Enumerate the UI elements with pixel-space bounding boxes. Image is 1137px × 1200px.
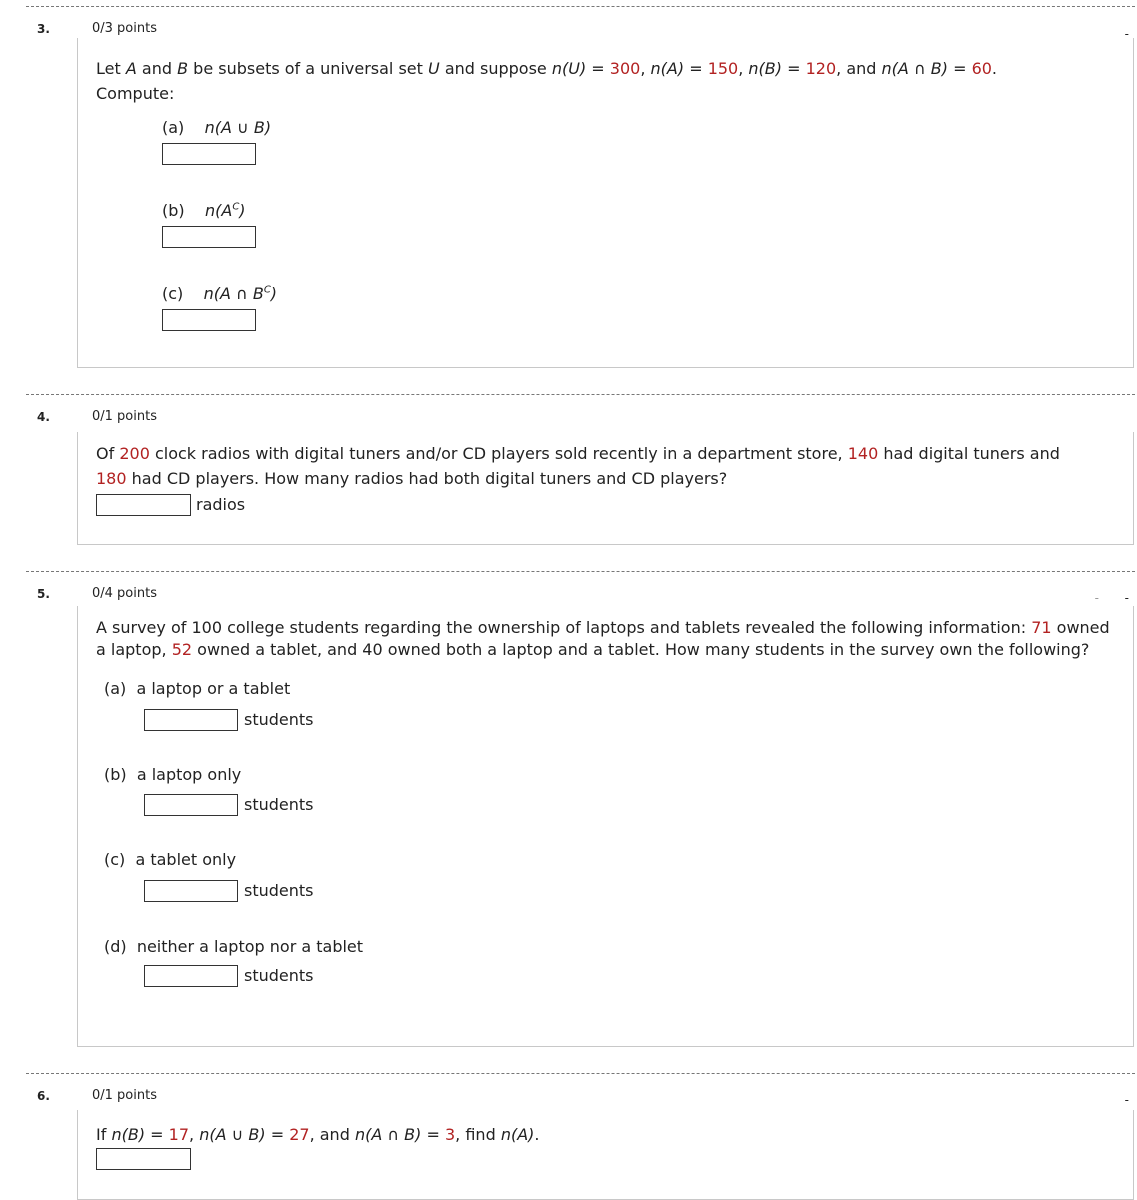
answer-input-a[interactable] (144, 709, 238, 731)
part-b: (b) $n(A^C)$ (162, 201, 246, 220)
unit-label: radios (196, 495, 246, 514)
question-number: 4. (37, 410, 50, 424)
question-points: 0/1 points (92, 409, 157, 424)
part-d: (d) neither a laptop nor a tablet (104, 937, 364, 956)
question-prompt: If n(B) = 17, n(A ∪ B) = 27, and n(A ∩ B) = 3, find n(A). (96, 1125, 540, 1144)
part-c: (c) a tablet only (104, 850, 237, 869)
collapse-toggle[interactable]: - (1124, 591, 1129, 605)
unit-label: students (244, 795, 314, 814)
part-a: (a) n(A ∪ B) (162, 118, 272, 137)
question-points: 0/3 points (92, 21, 157, 36)
answer-input-b[interactable] (162, 226, 256, 248)
part-b: (b) a laptop only (104, 765, 242, 784)
question-points: 0/4 points (92, 586, 157, 601)
collapse-toggle[interactable]: - (1124, 27, 1129, 41)
answer-input-c[interactable] (144, 880, 238, 902)
unit-label: students (244, 966, 314, 985)
question-number: 6. (37, 1089, 50, 1103)
divider (26, 394, 1135, 395)
answer-input[interactable] (96, 1148, 191, 1170)
answer-input[interactable] (96, 494, 191, 516)
collapse-toggle[interactable]: - (1124, 1093, 1129, 1107)
question-number: 3. (37, 22, 50, 36)
divider (26, 1073, 1135, 1074)
divider (26, 571, 1135, 572)
unit-label: students (244, 710, 314, 729)
answer-input-c[interactable] (162, 309, 256, 331)
question-prompt: Let A and B be subsets of a universal set U and suppose n(U) = 300, n(A) = 150, n(B) = 120, and n(A ∩ B) = 60. Compute: (96, 59, 998, 103)
question-number: 5. (37, 587, 50, 601)
faint-mark: - (1094, 591, 1099, 605)
question-points: 0/1 points (92, 1088, 157, 1103)
part-c: (c) n(A ∩ $B^C$) (162, 284, 278, 303)
answer-input-d[interactable] (144, 965, 238, 987)
question-prompt: A survey of 100 college students regarding the ownership of laptops and tablets revealed the following information: 71 owned a laptop, 52 owned a tablet, and 40 owned both a laptop and a tablet. How many students in the survey own the following? (96, 618, 1110, 659)
unit-label: students (244, 881, 314, 900)
answer-input-b[interactable] (144, 794, 238, 816)
part-a: (a) a laptop or a tablet (104, 679, 291, 698)
answer-input-a[interactable] (162, 143, 256, 165)
question-prompt: Of 200 clock radios with digital tuners and/or CD players sold recently in a department store, 140 had digital tuners and 180 had CD players. How many radios had both digital tuners and CD players? (96, 444, 1060, 488)
divider (26, 6, 1135, 7)
